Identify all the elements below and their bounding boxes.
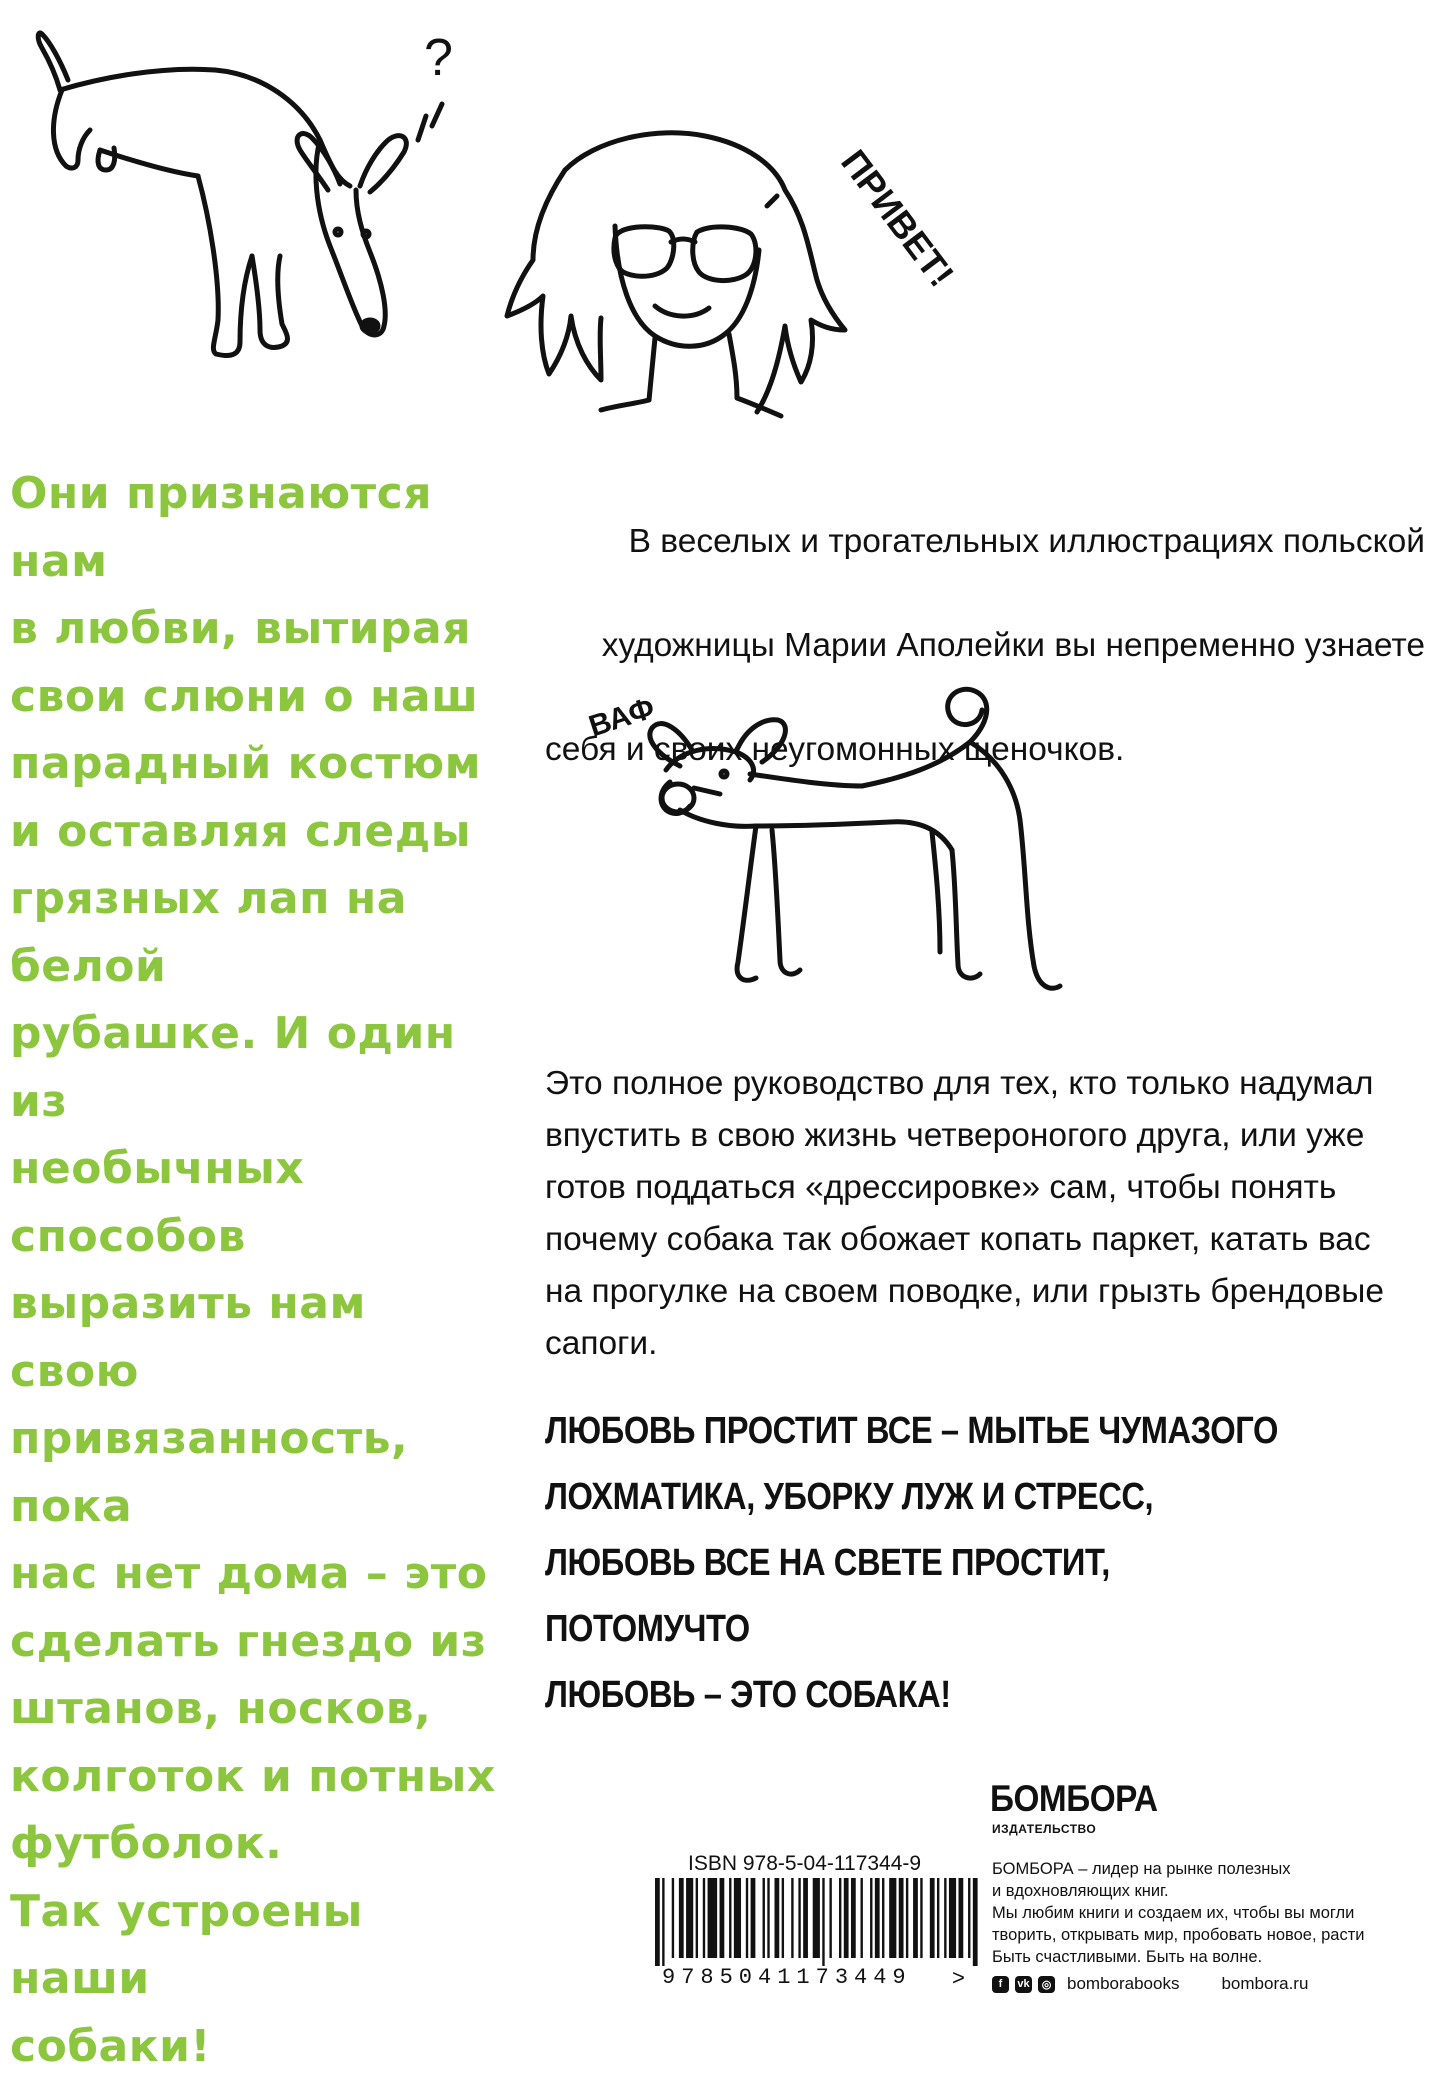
barcode-bar: [751, 1878, 756, 1958]
barcode-bar: [822, 1878, 824, 1966]
barcode-bar: [889, 1878, 896, 1958]
barcode-bar: [655, 1878, 660, 1966]
barcode-bar: [861, 1878, 863, 1958]
isbn-text: ISBN 978-5-04-117344-9: [688, 1852, 922, 1875]
publisher-name: БОМБОРА: [990, 1778, 1158, 1819]
vk-icon[interactable]: vk: [1015, 1976, 1032, 1993]
publisher-subtitle: ИЗДАТЕЛЬСТВО: [992, 1822, 1097, 1836]
social-handle[interactable]: bomborabooks: [1067, 1974, 1180, 1993]
barcode-bar: [973, 1878, 978, 1966]
barcode-bar: [968, 1878, 970, 1958]
barcode-digits: 9785041173449: [662, 1965, 912, 1990]
barcode-bar: [875, 1878, 880, 1958]
barcode-bar: [662, 1878, 664, 1966]
barcode-bar: [844, 1878, 849, 1958]
social-links: [992, 1974, 1308, 1994]
barcode-bar: [696, 1878, 698, 1958]
hello-speech: ПРИВЕТ!: [833, 142, 963, 295]
love-slogan: ЛЮБОВЬ ПРОСТИТ ВСЕ – МЫТЬЕ ЧУМАЗОГО ЛОХМАТИКА, УБОРКУ ЛУЖ И СТРЕСС, ЛЮБОВЬ ВСЕ НА СВЕТЕ ПРОСТИТ, ПОТОМУЧТО ЛЮБОВЬ – ЭТО СОБАКА!: [545, 1410, 1278, 1716]
barcode-bar: [958, 1878, 963, 1958]
barcode-bar: [813, 1878, 820, 1958]
barcode-bar: [686, 1878, 693, 1958]
barcode-bar: [803, 1878, 808, 1958]
barcode-bar: [899, 1878, 904, 1958]
barcode-bar: [913, 1878, 918, 1958]
intro-line: В веселых и трогательных иллюстрациях польской: [628, 523, 1425, 560]
sniffing-dog-illustration: [20, 20, 480, 420]
barcode-bar: [829, 1878, 831, 1958]
instagram-icon[interactable]: ◎: [1038, 1976, 1055, 1993]
intro-line: себя и своих неугомонных щеночков.: [545, 731, 1125, 768]
question-mark: ?: [424, 29, 453, 87]
barcode-bar: [920, 1878, 922, 1958]
barcode-bar: [767, 1878, 769, 1958]
barcode-bar: [703, 1878, 705, 1958]
barcode-bar: [930, 1878, 935, 1958]
barcode-bar: [734, 1878, 741, 1958]
intro-line: художницы Марии Аполейки вы непременно узнаете: [601, 627, 1425, 664]
barcode-bar: [949, 1878, 956, 1958]
barcode-bar: [870, 1878, 872, 1958]
barcode-bar: [729, 1878, 731, 1958]
barcode-bar: [937, 1878, 939, 1958]
barcode-arrow: >: [952, 1965, 965, 1990]
website-link[interactable]: bombora.ru: [1221, 1974, 1309, 1993]
barcode-bar: [782, 1878, 784, 1958]
barcode-bar: [906, 1878, 908, 1958]
barcode-bar: [720, 1878, 725, 1958]
barcode: [655, 1878, 980, 1966]
publisher-description: БОМБОРА – лидер на рынке полезных и вдохновляющих книг. Мы любим книги и создаем их, чтобы вы могли творить, открывать мир, пробовать новое, расти Быть счастливыми. Быть на волне.: [992, 1860, 1365, 1966]
barcode-bar: [763, 1878, 765, 1958]
barcode-bar: [746, 1878, 748, 1958]
facebook-icon[interactable]: f: [992, 1976, 1009, 1993]
barcode-bar: [798, 1878, 800, 1958]
barcode-bar: [882, 1878, 884, 1958]
barcode-bar: [851, 1878, 856, 1958]
barcode-bar: [708, 1878, 718, 1958]
barcode-bar: [679, 1878, 684, 1958]
barcode-bar: [839, 1878, 841, 1958]
barcode-bar: [791, 1878, 793, 1958]
barcode-bar: [944, 1878, 946, 1958]
barcode-bar: [672, 1878, 674, 1958]
barcode-bar: [774, 1878, 779, 1958]
waf-speech: ВАФ: [585, 691, 659, 744]
guide-paragraph: Это полное руководство для тех, кто только надумал впустить в свою жизнь четвероногого друга, или уже готов поддаться «дрессировке» сам, чтобы понять почему собака так обожает копать паркет, катать вас на прогулке на своем поводке, или грызть брендовые сапоги.: [545, 1065, 1385, 1362]
green-story-text: Они признаются нам в любви, вытирая свои слюни о наш парадный костюм и оставляя следы грязных лап на белой рубашке. И один из необычных способов выразить нам свою привязанность, пока нас нет дома – это сделать гнездо из штанов, носков, колготок и потных футболок. Так устроены наши собаки!: [10, 468, 496, 2072]
intro-paragraph: [545, 464, 1425, 828]
